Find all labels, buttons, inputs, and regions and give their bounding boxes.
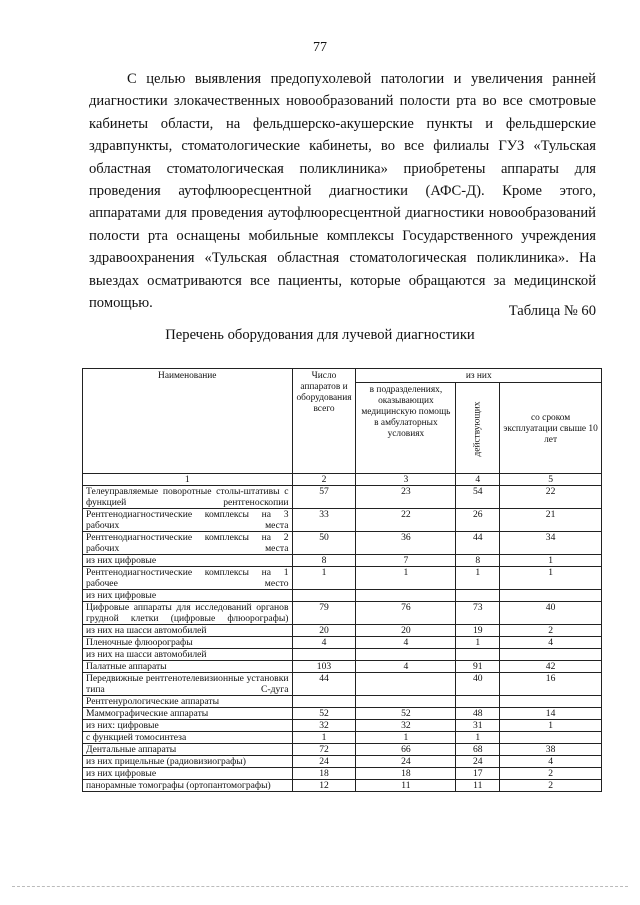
row-value-c3: 24 bbox=[356, 756, 456, 768]
row-name bbox=[83, 768, 293, 780]
row-value-c3: 18 bbox=[356, 768, 456, 780]
row-value-c2: 32 bbox=[292, 720, 356, 732]
table-row bbox=[83, 673, 602, 696]
page-edge-artifact bbox=[12, 886, 628, 888]
row-value-c4: 44 bbox=[456, 532, 500, 555]
row-value-c2: 44 bbox=[292, 673, 356, 696]
row-value-c5: 2 bbox=[500, 625, 602, 637]
table-row bbox=[83, 590, 602, 602]
table-number: Таблица № 60 bbox=[508, 303, 596, 319]
row-name-text: Рентгенурологические аппараты bbox=[86, 696, 220, 707]
row-value-c4: 31 bbox=[456, 720, 500, 732]
row-name-text: Пленочные флюорографы bbox=[86, 637, 193, 648]
table-row bbox=[83, 661, 602, 673]
row-value-c4: 11 bbox=[456, 780, 500, 792]
index-cell: 3 bbox=[356, 474, 456, 486]
table-row bbox=[83, 486, 602, 509]
row-value-c5: 16 bbox=[500, 673, 602, 696]
row-value-c4: 48 bbox=[456, 708, 500, 720]
row-value-c4: 68 bbox=[456, 744, 500, 756]
row-value-c2: 8 bbox=[292, 555, 356, 567]
row-value-c3: 32 bbox=[356, 720, 456, 732]
row-value-c3: 66 bbox=[356, 744, 456, 756]
page-number: 77 bbox=[313, 40, 327, 55]
row-value-c2: 1 bbox=[292, 732, 356, 744]
row-value-c5 bbox=[500, 649, 602, 661]
row-name-text: Маммографические аппараты bbox=[86, 708, 209, 719]
row-value-c3: 11 bbox=[356, 780, 456, 792]
row-value-c2 bbox=[292, 696, 356, 708]
row-value-c4: 1 bbox=[456, 567, 500, 590]
row-name bbox=[83, 602, 293, 625]
header-old: со сроком эксплуатации свыше 10 лет bbox=[500, 383, 602, 474]
table-row bbox=[83, 509, 602, 532]
row-value-c3: 22 bbox=[356, 509, 456, 532]
row-value-c3: 20 bbox=[356, 625, 456, 637]
row-value-c2: 33 bbox=[292, 509, 356, 532]
row-value-c2: 52 bbox=[292, 708, 356, 720]
row-value-c2: 103 bbox=[292, 661, 356, 673]
row-name-text: Передвижные рентгенотелевизионные установки типа С-дуга bbox=[86, 673, 289, 695]
row-name bbox=[83, 637, 293, 649]
row-name-text: Телеуправляемые поворотные столы-штативы с функцией рентгеноскопии bbox=[86, 486, 289, 508]
row-value-c3 bbox=[356, 649, 456, 661]
table-row bbox=[83, 696, 602, 708]
row-value-c5: 42 bbox=[500, 661, 602, 673]
table-row bbox=[83, 732, 602, 744]
row-name-text: из них на шасси автомобилей bbox=[86, 649, 207, 660]
index-cell: 5 bbox=[500, 474, 602, 486]
row-value-c2: 72 bbox=[292, 744, 356, 756]
header-outpatient: в подразделениях, оказывающих медицинскую помощь в амбулаторных условиях bbox=[356, 383, 456, 474]
header-of-them: из них bbox=[356, 369, 602, 383]
table-row bbox=[83, 555, 602, 567]
row-value-c2: 79 bbox=[292, 602, 356, 625]
index-row bbox=[83, 474, 602, 486]
row-value-c5: 14 bbox=[500, 708, 602, 720]
header-working-cell bbox=[456, 383, 500, 474]
row-value-c2 bbox=[292, 590, 356, 602]
row-value-c2 bbox=[292, 649, 356, 661]
row-name-text: с функцией томосинтеза bbox=[86, 732, 187, 743]
row-name bbox=[83, 532, 293, 555]
row-name-text: Рентгенодиагностические комплексы на 1 рабочее место bbox=[86, 567, 289, 589]
table-header-row bbox=[83, 369, 602, 383]
index-cell: 2 bbox=[292, 474, 356, 486]
row-name bbox=[83, 780, 293, 792]
row-name bbox=[83, 555, 293, 567]
row-value-c5: 34 bbox=[500, 532, 602, 555]
row-value-c2: 50 bbox=[292, 532, 356, 555]
row-value-c3: 36 bbox=[356, 532, 456, 555]
row-value-c5: 2 bbox=[500, 780, 602, 792]
row-value-c4: 73 bbox=[456, 602, 500, 625]
table-row bbox=[83, 744, 602, 756]
row-value-c2: 20 bbox=[292, 625, 356, 637]
row-value-c3: 52 bbox=[356, 708, 456, 720]
table-row bbox=[83, 567, 602, 590]
row-name-text: панорамные томографы (ортопантомографы) bbox=[86, 780, 271, 791]
row-value-c5: 1 bbox=[500, 720, 602, 732]
row-value-c3 bbox=[356, 696, 456, 708]
row-value-c5: 4 bbox=[500, 637, 602, 649]
row-name-text: из них на шасси автомобилей bbox=[86, 625, 207, 636]
row-value-c2: 4 bbox=[292, 637, 356, 649]
row-name bbox=[83, 661, 293, 673]
row-value-c3: 76 bbox=[356, 602, 456, 625]
row-name-text: Палатные аппараты bbox=[86, 661, 167, 672]
table-row bbox=[83, 780, 602, 792]
row-value-c4: 54 bbox=[456, 486, 500, 509]
table-row bbox=[83, 637, 602, 649]
table-title: Перечень оборудования для лучевой диагностики bbox=[165, 327, 475, 343]
row-value-c3: 4 bbox=[356, 637, 456, 649]
row-value-c4: 8 bbox=[456, 555, 500, 567]
row-value-c4: 1 bbox=[456, 637, 500, 649]
row-value-c3: 4 bbox=[356, 661, 456, 673]
row-name-text: из них прицельные (радиовизиографы) bbox=[86, 756, 246, 767]
row-name bbox=[83, 649, 293, 661]
row-value-c5: 21 bbox=[500, 509, 602, 532]
row-value-c5: 40 bbox=[500, 602, 602, 625]
row-name-text: из них: цифровые bbox=[86, 720, 159, 731]
table-row bbox=[83, 768, 602, 780]
index-cell: 4 bbox=[456, 474, 500, 486]
row-name-text: Рентгенодиагностические комплексы на 3 рабочих места bbox=[86, 509, 289, 531]
row-value-c2: 18 bbox=[292, 768, 356, 780]
row-name bbox=[83, 625, 293, 637]
row-value-c5 bbox=[500, 732, 602, 744]
row-value-c4: 19 bbox=[456, 625, 500, 637]
row-name-text: Дентальные аппараты bbox=[86, 744, 177, 755]
row-name bbox=[83, 509, 293, 532]
row-value-c5 bbox=[500, 590, 602, 602]
row-name bbox=[83, 673, 293, 696]
table-row bbox=[83, 708, 602, 720]
index-cell: 1 bbox=[83, 474, 293, 486]
row-name bbox=[83, 720, 293, 732]
row-name-text: из них цифровые bbox=[86, 768, 157, 779]
header-total: Число аппаратов и оборудования всего bbox=[292, 369, 356, 474]
row-name-text: Рентгенодиагностические комплексы на 2 рабочих места bbox=[86, 532, 289, 554]
row-name bbox=[83, 732, 293, 744]
row-value-c2: 57 bbox=[292, 486, 356, 509]
table-row bbox=[83, 720, 602, 732]
row-name bbox=[83, 590, 293, 602]
row-name bbox=[83, 696, 293, 708]
row-value-c3: 1 bbox=[356, 732, 456, 744]
row-value-c5: 4 bbox=[500, 756, 602, 768]
row-name bbox=[83, 567, 293, 590]
row-value-c4: 40 bbox=[456, 673, 500, 696]
body-paragraph: С целью выявления предопухолевой патологии и увеличения ранней диагностики злокачественных новообразований полости рта во все смотровые кабинеты области, на фельдшерско-акушерские пункты и фельдшерские здравпункты, стоматологические кабинеты, во все филиалы ГУЗ «Тульская областная стоматологическая поликлиника» приобретены аппараты для проведения аутофлюоресцентной диагностики (АФС-Д). Кроме этого, аппаратами для проведения аутофлюоресцентной диагностики новообразований полости рта оснащены мобильные комплексы Государственного учреждения здравоохранения «Тульская областная стоматологическая поликлиника». На выездах осматриваются все пациенты, которые обращаются за медицинской помощью. bbox=[89, 71, 596, 312]
row-value-c4 bbox=[456, 649, 500, 661]
table-row bbox=[83, 532, 602, 555]
row-value-c5: 22 bbox=[500, 486, 602, 509]
row-value-c3 bbox=[356, 590, 456, 602]
table-row bbox=[83, 649, 602, 661]
header-name: Наименование bbox=[83, 369, 293, 474]
row-name bbox=[83, 756, 293, 768]
row-value-c3: 1 bbox=[356, 567, 456, 590]
row-value-c5: 1 bbox=[500, 555, 602, 567]
row-value-c4: 26 bbox=[456, 509, 500, 532]
row-value-c5 bbox=[500, 696, 602, 708]
row-value-c4 bbox=[456, 590, 500, 602]
row-value-c5: 1 bbox=[500, 567, 602, 590]
table-row bbox=[83, 625, 602, 637]
equipment-table bbox=[82, 368, 602, 792]
row-name bbox=[83, 744, 293, 756]
row-value-c4 bbox=[456, 696, 500, 708]
row-value-c3: 7 bbox=[356, 555, 456, 567]
row-name-text: из них цифровые bbox=[86, 590, 157, 601]
table-row bbox=[83, 756, 602, 768]
row-value-c3: 23 bbox=[356, 486, 456, 509]
table-row bbox=[83, 602, 602, 625]
row-name bbox=[83, 486, 293, 509]
row-value-c2: 1 bbox=[292, 567, 356, 590]
row-value-c5: 2 bbox=[500, 768, 602, 780]
row-value-c4: 24 bbox=[456, 756, 500, 768]
header-working: действующих bbox=[472, 401, 483, 457]
row-value-c4: 17 bbox=[456, 768, 500, 780]
row-value-c5: 38 bbox=[500, 744, 602, 756]
row-value-c4: 1 bbox=[456, 732, 500, 744]
row-name-text: из них цифровые bbox=[86, 555, 157, 566]
row-value-c2: 12 bbox=[292, 780, 356, 792]
row-name bbox=[83, 708, 293, 720]
row-name-text: Цифровые аппараты для исследований органов грудной клетки (цифровые флюорографы) bbox=[86, 602, 289, 624]
row-value-c2: 24 bbox=[292, 756, 356, 768]
row-value-c3 bbox=[356, 673, 456, 696]
row-value-c4: 91 bbox=[456, 661, 500, 673]
